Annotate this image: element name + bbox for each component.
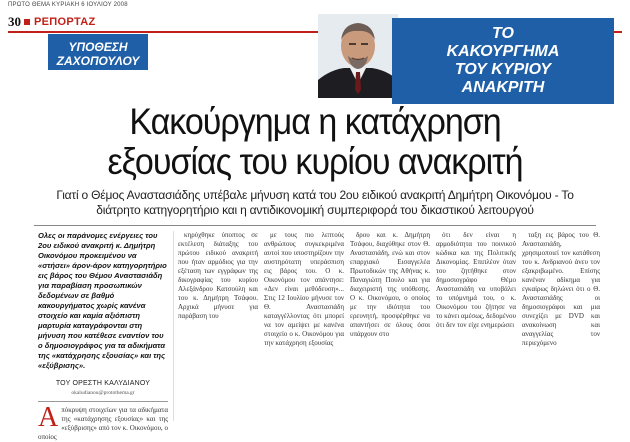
article-column-5 bbox=[436, 231, 516, 421]
section-name: ΡΕΠΟΡΤΑΖ bbox=[34, 16, 96, 28]
headline-line1: Κακούργημα η κατάχρηση bbox=[129, 101, 501, 142]
article-subhead: Γιατί ο Θέμος Αναστασιάδης υπέβαλε μήνυση κατά του 2ου ειδικού ανακριτή Δημήτρη Οικονόμου - Το διάτρητο κατηγορητήριο και η αντιδικονομική συμπεριφορά του δικαστικού λειτουργού bbox=[56, 188, 574, 217]
case-badge-line1: ΥΠΟΘΕΣΗ bbox=[68, 40, 128, 54]
section-header bbox=[8, 13, 95, 31]
column-4-body: δρου και κ. Δημήτρη Τσάφου, διαχύθηκε στον Θ. Αναστασιάδη, ενώ και στον επαρχιακό Εισαγγελέα Πρωτοδικών της Αθήνας κ. Παναγιώτη Πουλο και για διαχειριστή της υπόθεσης. Ο κ. Οικονόμου, ο οποίος με την ιδιότητα του ερευνητή, προσφέρθηκε να απαντήσει σε όλους όσοι υπάρχουν στο bbox=[350, 231, 430, 338]
quote-line2: ΚΑΚΟΥΡΓΗΜΑ bbox=[446, 43, 560, 60]
column-5-body: ότι δεν είναι η αρμοδιότητα του ποινικού κώδικα και της Πολιτικής Δικονομίας. Επιπλέον όταν του ζητήθηκε στον δημοσιογράφο Θέμο Αναστασιάδη να υποβάλει το υπόμνημά του, ο κ. Οικονόμου του ζήτησε να το κάνει αμέσως, δεδομένου ότι δεν τον είχε ενημερώσει bbox=[436, 231, 516, 329]
article-column-2 bbox=[178, 231, 258, 421]
section-marker-icon bbox=[24, 19, 30, 25]
column-3-body: με τους πιο λεπτούς ανθρώπους συγκεκριμένα αυτοί που υποστηρίζουν την αυστηρότατη υπεράσπιση εις βάρος του. Ο κ. Οικονόμου τον απάντησε: «Δεν είναι μεθόδευση»... Στις 12 Ιουλίου μήνυσε τον Θ. Αναστασιάδη καταγγέλλοντας ότι μπορεί να τον αμείψει με κανένα στοιχείο ο κ. Οικονόμου για την κατάχρηση εξουσίας bbox=[264, 231, 344, 347]
headline-quote-box bbox=[392, 18, 614, 104]
column-1-body: πόκρυψη στοιχείων για τα αδικήματα της «κατάχρησης εξουσίας» και της «εξύβρισης» από τον κ. Οικονόμου, ο οποίος bbox=[38, 406, 168, 441]
case-badge-line2: ΖΑΧΟΠΟΥΛΟΥ bbox=[56, 54, 140, 68]
byline-email: okaludianou@protothema.gr bbox=[71, 390, 135, 396]
article-column-4 bbox=[350, 231, 430, 421]
headline-line2: εξουσίας του κυρίου ανακριτή bbox=[107, 141, 523, 182]
quote-line4: ΑΝΑΚΡΙΤΗ bbox=[461, 79, 545, 96]
quote-line3: ΤΟΥ ΚΥΡΙΟΥ bbox=[454, 61, 552, 78]
article-column-3 bbox=[264, 231, 344, 421]
masthead: ΠΡΩΤΟ ΘΕΜΑ ΚΥΡΙΑΚΗ 6 ΙΟΥΛΙΟΥ 2008 bbox=[8, 2, 128, 8]
headline-divider bbox=[34, 225, 596, 226]
man-portrait-icon bbox=[318, 14, 398, 98]
quote-line1: ΤΟ bbox=[492, 25, 514, 42]
page-number: 30 bbox=[8, 14, 21, 29]
article-column-6 bbox=[522, 231, 600, 421]
drop-cap: Α bbox=[38, 402, 59, 433]
article-lead: Ολες οι παράνομες ενέργειες του 2ου ειδικού ανακριτή κ. Δημήτρη Οικονόμου προκειμένου να «στήσει» άρον-άρον κατηγορητήριο εις βάρος του Θέμου Αναστασιάδη για παραβίαση προσωπικών δεδομένων σε βαθμό κακουργήματος χωρίς κανένα στοιχείο και καμία αξιόπιστη μαρτυρία καταγράφονται στη μήνυση που κατέθεσε εναντίον του ο δημοσιογράφος για τα αδικήματα της «κατάχρησης εξουσίας» και της «εξύβρισης». bbox=[38, 231, 167, 370]
column-divider bbox=[173, 231, 174, 421]
case-badge bbox=[48, 34, 148, 70]
portrait-photo bbox=[318, 14, 398, 98]
column-2-body: κηρύχθηκε ύποπτος σε εκτέλεση διάταξης του πρώτου ειδικού ανακριτή που ήταν αρμόδιος για την εξέταση των εγγράφων της δικογραφίας του κυρίου Αλεξάνδρου Κατσούλη και του κ. Δημήτρη Τσάφου. Αρχικά μήνυσε για παράβαση του bbox=[178, 231, 258, 320]
article-column-1 bbox=[38, 231, 168, 441]
article-headline bbox=[25, 102, 605, 182]
column-6-body: ταξη εις βάρος του Θ. Αναστασιάδη, χρησιμοποιεί τον κατάθεση του κ. Ανδριανού άνευ τον εξακριβωμένο. Επίσης κανέναν αδίκημα για εγκαίρως δηλώνει ότι ο Θ. Αναστασιάδης οι δημοσιογράφοι και μια συνεχίζει με DVD και ανακοίνωση και αναγγελίας τον περιεχόμενο bbox=[522, 231, 600, 347]
byline: ΤΟΥ ΟΡΕΣΤΗ ΚΑΛΥΔΙΑΝΟΥ bbox=[55, 380, 151, 387]
